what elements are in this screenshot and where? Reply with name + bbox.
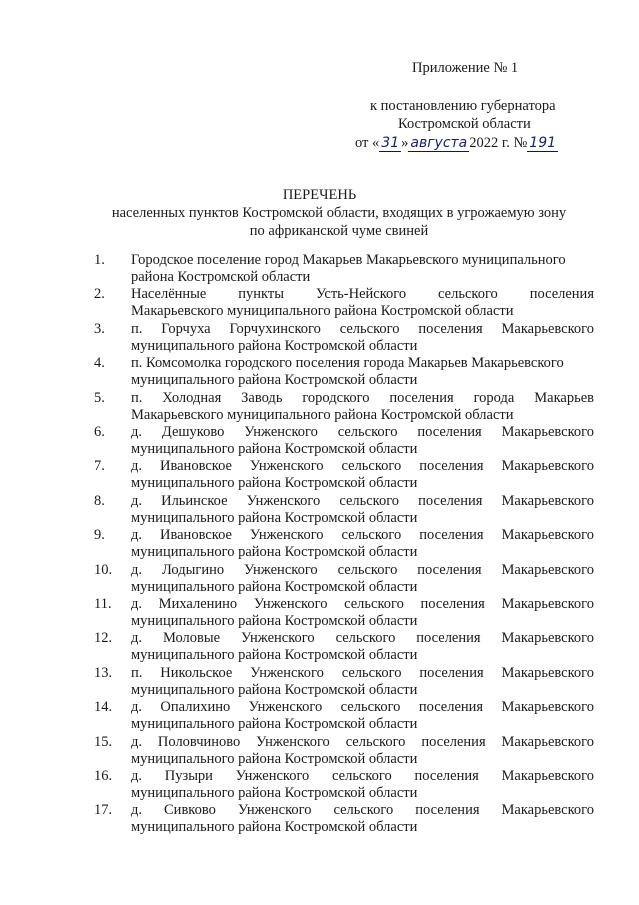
item-text-line2: муниципального района Костромской области: [131, 681, 418, 698]
list-item: [0, 390, 639, 424]
item-text-line2: муниципального района Костромской области: [131, 441, 418, 457]
decree-date-line: [355, 135, 558, 152]
item-text-line2: Макарьевского муниципального района Костромской области: [131, 406, 514, 423]
list-item: [0, 286, 639, 320]
list-subtitle-line1: населенных пунктов Костромской области, входящих в угрожаемую зону: [111, 205, 567, 221]
item-number: 17.: [94, 802, 113, 819]
decree-region: Костромской области: [398, 116, 531, 132]
list-item: [0, 630, 639, 664]
item-number: 6.: [94, 424, 105, 440]
list-item: [0, 802, 639, 836]
item-text-line2: муниципального района Костромской области: [131, 475, 418, 492]
item-text-line2: муниципального района Костромской области: [131, 578, 418, 595]
item-number: 11.: [94, 596, 112, 612]
item-number: 3.: [94, 320, 105, 337]
item-text-line2: муниципального района Костромской области: [131, 337, 418, 354]
item-text-line1: п. Холодная Заводь городского поселения города Макарьев: [131, 389, 594, 406]
item-text-line1: п. Комсомолка городского поселения города Макарьев Макарьевского: [131, 355, 564, 372]
item-text-line1: д. Лодыгино Унженского сельского поселения Макарьевского: [131, 561, 594, 578]
item-number: 16.: [94, 768, 113, 784]
item-number: 8.: [94, 492, 105, 509]
list-item: [0, 596, 639, 630]
item-number: 2.: [94, 286, 105, 303]
date-quote: »: [401, 135, 409, 151]
list-item: [0, 252, 639, 286]
item-text-line2: района Костромской области: [131, 269, 311, 285]
item-text-line1: д. Моловые Унженского сельского поселения Макарьевского: [131, 630, 594, 647]
list-item: [0, 424, 639, 458]
item-text-line2: муниципального района Костромской области: [131, 372, 418, 389]
item-number: 4.: [94, 355, 105, 372]
item-number: 10.: [94, 561, 113, 578]
appendix-title: Приложение № 1: [412, 60, 519, 76]
item-text-line1: д. Ивановское Унженского сельского поселения Макарьевского: [131, 458, 594, 475]
date-prefix: от «: [355, 135, 380, 151]
item-text-line2: муниципального района Костромской области: [131, 544, 418, 561]
list-item: [0, 493, 639, 527]
date-year: 2022 г. №: [469, 135, 528, 151]
item-number: 14.: [94, 699, 113, 716]
item-number: 5.: [94, 389, 105, 406]
item-text-line1: д. Михаленино Унженского сельского поселения Макарьевского: [131, 596, 594, 612]
list-item: [0, 562, 639, 596]
list-item: [0, 355, 639, 389]
item-text-line1: п. Горчуха Горчухинского сельского поселения Макарьевского: [131, 320, 594, 337]
item-text-line1: д. Половчиново Унженского сельского поселения Макарьевского: [131, 733, 594, 750]
decree-reference: к постановлению губернатора: [370, 98, 556, 114]
item-text-line1: д. Ивановское Унженского сельского поселения Макарьевского: [131, 527, 594, 544]
item-text-line1: д. Опалихино Унженского сельского поселения Макарьевского: [131, 699, 594, 716]
item-text-line1: Городское поселение город Макарьев Макарьевского муниципального: [131, 252, 566, 268]
item-text-line2: муниципального района Костромской области: [131, 819, 418, 836]
item-number: 9.: [94, 527, 105, 544]
list-item: [0, 458, 639, 492]
item-text-line1: д. Сивково Унженского сельского поселения Макарьевского: [131, 802, 594, 819]
item-number: 13.: [94, 664, 113, 681]
item-text-line1: д. Дешуково Унженского сельского поселения Макарьевского: [131, 424, 594, 440]
handwritten-month: августа: [410, 135, 468, 151]
handwritten-day: 31: [381, 135, 400, 151]
item-number: 1.: [94, 252, 105, 268]
item-text-line1: д. Ильинское Унженского сельского поселения Макарьевского: [131, 492, 594, 509]
item-text-line2: муниципального района Костромской области: [131, 785, 418, 801]
item-text-line2: муниципального района Костромской области: [131, 716, 418, 733]
list-item: [0, 699, 639, 733]
list-subtitle-line2: по африканской чуме свиней: [249, 223, 429, 239]
item-text-line2: муниципального района Костромской области: [131, 509, 418, 526]
handwritten-decree-number: 191: [529, 135, 557, 151]
item-text-line2: муниципального района Костромской области: [131, 750, 418, 767]
item-number: 15.: [94, 733, 113, 750]
item-text-line1: Населённые пункты Усть-Нейского сельского поселения: [131, 286, 594, 303]
item-number: 12.: [94, 630, 113, 647]
list-item: [0, 321, 639, 355]
list-heading: ПЕРЕЧЕНЬ: [282, 187, 357, 203]
item-text-line2: муниципального района Костромской области: [131, 647, 418, 664]
list-item: [0, 734, 639, 768]
list-item: [0, 665, 639, 699]
list-item: [0, 768, 639, 802]
list-item: [0, 527, 639, 561]
item-text-line2: муниципального района Костромской области: [131, 613, 418, 629]
item-text-line1: д. Пузыри Унженского сельского поселения Макарьевского: [131, 768, 594, 784]
item-number: 7.: [94, 458, 105, 475]
item-text-line2: Макарьевского муниципального района Костромской области: [131, 303, 514, 320]
item-text-line1: п. Никольское Унженского сельского поселения Макарьевского: [131, 664, 594, 681]
